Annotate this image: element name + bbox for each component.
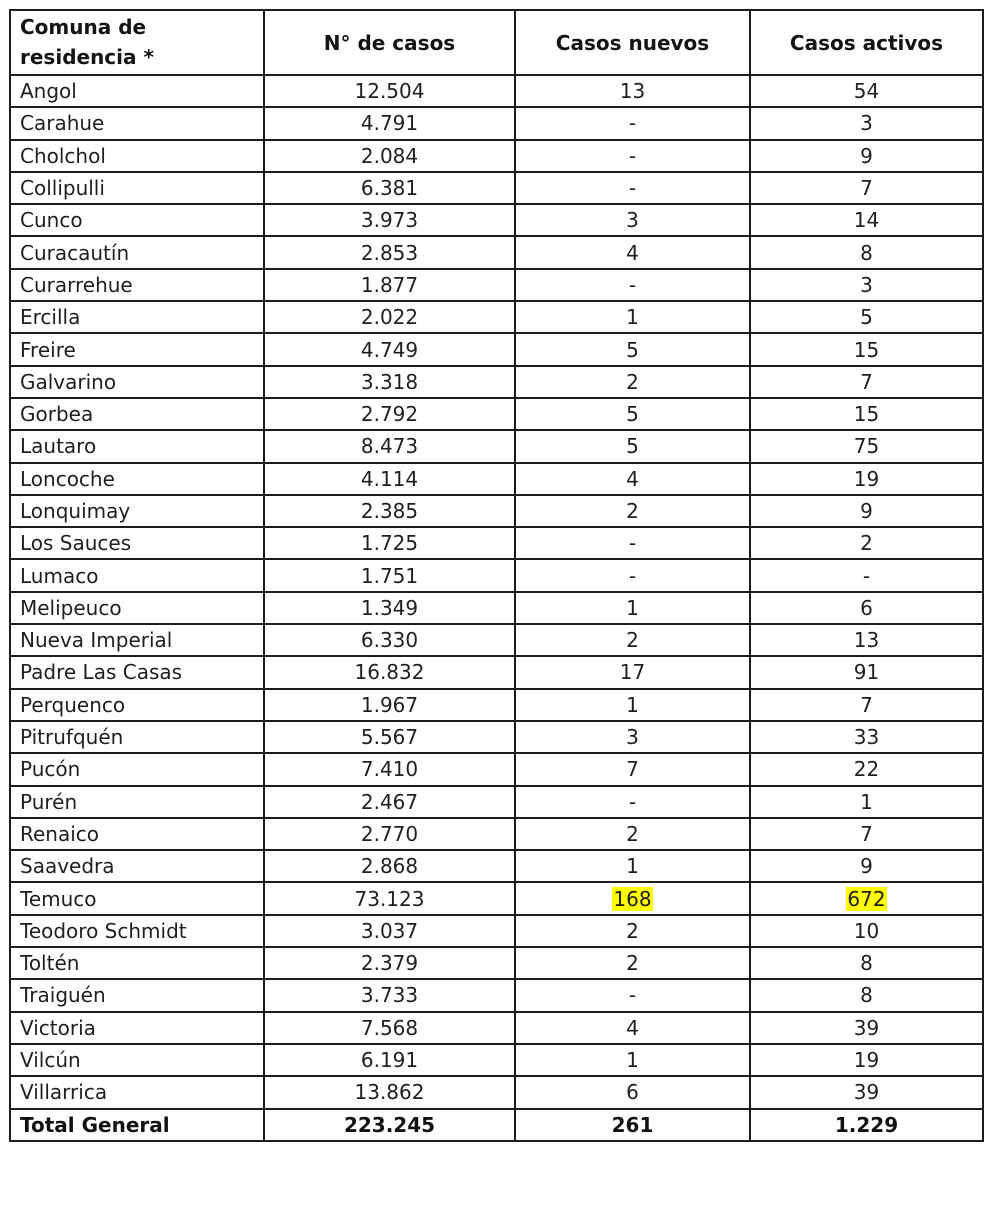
cell-casos-nuevos: 2 [515, 495, 750, 527]
table-body [10, 75, 983, 1141]
total-row [10, 1109, 983, 1141]
cell-casos-nuevos: 3 [515, 204, 750, 236]
cell-casos-activos: 19 [750, 1044, 983, 1076]
cell-casos-nuevos: 4 [515, 1012, 750, 1044]
header-row [10, 10, 983, 75]
cell-casos-nuevos: 1 [515, 850, 750, 882]
cell-casos: 12.504 [264, 75, 515, 107]
cell-casos: 1.751 [264, 559, 515, 591]
cell-casos-nuevos: 3 [515, 721, 750, 753]
cell-comuna: Villarrica [10, 1076, 264, 1108]
cell-casos-activos: 3 [750, 269, 983, 301]
covid-cases-by-comuna-table [9, 9, 984, 1142]
cell-casos-nuevos: 2 [515, 818, 750, 850]
table-row [10, 786, 983, 818]
table-row [10, 818, 983, 850]
table-row [10, 624, 983, 656]
header-casos-nuevos: Casos nuevos [515, 10, 750, 75]
cell-comuna: Padre Las Casas [10, 656, 264, 688]
cell-casos-nuevos: 2 [515, 915, 750, 947]
cell-casos: 2.868 [264, 850, 515, 882]
cell-casos-nuevos: - [515, 786, 750, 818]
table-row [10, 366, 983, 398]
cell-casos: 7.568 [264, 1012, 515, 1044]
table-row [10, 140, 983, 172]
cell-casos-nuevos: 2 [515, 624, 750, 656]
table-row [10, 1076, 983, 1108]
cell-comuna: Cunco [10, 204, 264, 236]
cell-comuna: Pitrufquén [10, 721, 264, 753]
cell-casos-activos: 9 [750, 495, 983, 527]
cell-casos: 2.022 [264, 301, 515, 333]
cell-casos-nuevos: 1 [515, 1044, 750, 1076]
cell-comuna: Freire [10, 333, 264, 365]
cell-comuna: Galvarino [10, 366, 264, 398]
cell-casos-activos: 22 [750, 753, 983, 785]
cell-casos: 1.877 [264, 269, 515, 301]
cell-comuna: Los Sauces [10, 527, 264, 559]
table-row [10, 463, 983, 495]
table-row [10, 430, 983, 462]
cell-casos-activos: 7 [750, 172, 983, 204]
cell-casos: 3.733 [264, 979, 515, 1011]
cell-casos-activos: 6 [750, 592, 983, 624]
table-row [10, 333, 983, 365]
cell-casos-activos: 8 [750, 236, 983, 268]
cell-casos: 16.832 [264, 656, 515, 688]
cell-casos-nuevos: 5 [515, 430, 750, 462]
cell-casos-nuevos: 17 [515, 656, 750, 688]
cell-comuna: Traiguén [10, 979, 264, 1011]
table-row [10, 527, 983, 559]
cell-casos: 73.123 [264, 882, 515, 914]
cell-comuna: Lonquimay [10, 495, 264, 527]
cell-casos: 2.792 [264, 398, 515, 430]
cell-casos-activos: 7 [750, 818, 983, 850]
cell-comuna: Pucón [10, 753, 264, 785]
cell-casos-activos: 15 [750, 398, 983, 430]
cell-casos-activos: 39 [750, 1076, 983, 1108]
cell-casos-nuevos: - [515, 269, 750, 301]
cell-comuna: Perquenco [10, 689, 264, 721]
cell-comuna: Loncoche [10, 463, 264, 495]
table-row [10, 75, 983, 107]
cell-comuna: Vilcún [10, 1044, 264, 1076]
total-casos: 223.245 [264, 1109, 515, 1141]
cell-casos-activos: 2 [750, 527, 983, 559]
cell-casos-nuevos: 2 [515, 947, 750, 979]
header-comuna: Comuna de residencia * [10, 10, 264, 75]
table-row [10, 107, 983, 139]
cell-casos-activos: - [750, 559, 983, 591]
table-row [10, 592, 983, 624]
table-row [10, 495, 983, 527]
cell-casos-nuevos: 1 [515, 301, 750, 333]
cell-casos-activos: 15 [750, 333, 983, 365]
cell-casos-nuevos: - [515, 107, 750, 139]
cell-comuna: Collipulli [10, 172, 264, 204]
cell-casos-nuevos: 4 [515, 236, 750, 268]
cell-casos-activos: 8 [750, 979, 983, 1011]
covid-cases-table-container [9, 9, 982, 1142]
cell-comuna: Cholchol [10, 140, 264, 172]
cell-comuna: Nueva Imperial [10, 624, 264, 656]
cell-casos-activos: 10 [750, 915, 983, 947]
cell-casos-nuevos: - [515, 172, 750, 204]
cell-casos: 2.467 [264, 786, 515, 818]
cell-casos: 3.973 [264, 204, 515, 236]
table-row [10, 204, 983, 236]
cell-comuna: Angol [10, 75, 264, 107]
table-row [10, 753, 983, 785]
cell-comuna: Temuco [10, 882, 264, 914]
table-row [10, 882, 983, 914]
table-row [10, 947, 983, 979]
cell-casos-nuevos: 13 [515, 75, 750, 107]
cell-casos: 4.749 [264, 333, 515, 365]
cell-casos: 2.379 [264, 947, 515, 979]
total-label: Total General [10, 1109, 264, 1141]
cell-casos-nuevos: 7 [515, 753, 750, 785]
cell-comuna: Ercilla [10, 301, 264, 333]
cell-casos-activos: 14 [750, 204, 983, 236]
table-row [10, 269, 983, 301]
cell-casos: 6.191 [264, 1044, 515, 1076]
cell-casos: 4.791 [264, 107, 515, 139]
cell-casos-activos: 7 [750, 366, 983, 398]
cell-casos-activos: 3 [750, 107, 983, 139]
cell-comuna: Curarrehue [10, 269, 264, 301]
cell-casos-nuevos: - [515, 559, 750, 591]
table-row [10, 850, 983, 882]
cell-comuna: Lautaro [10, 430, 264, 462]
cell-casos: 1.967 [264, 689, 515, 721]
table-row [10, 915, 983, 947]
cell-comuna: Purén [10, 786, 264, 818]
total-casos-activos: 1.229 [750, 1109, 983, 1141]
cell-casos-activos: 1 [750, 786, 983, 818]
cell-casos: 13.862 [264, 1076, 515, 1108]
cell-comuna: Lumaco [10, 559, 264, 591]
cell-casos: 2.770 [264, 818, 515, 850]
cell-casos-activos: 75 [750, 430, 983, 462]
cell-comuna: Toltén [10, 947, 264, 979]
table-row [10, 1044, 983, 1076]
table-row [10, 689, 983, 721]
cell-casos-nuevos: - [515, 140, 750, 172]
cell-casos-activos: 19 [750, 463, 983, 495]
table-header [10, 10, 983, 75]
cell-casos: 3.037 [264, 915, 515, 947]
cell-comuna: Curacautín [10, 236, 264, 268]
total-casos-nuevos: 261 [515, 1109, 750, 1141]
cell-casos-activos: 91 [750, 656, 983, 688]
cell-casos-nuevos: 5 [515, 333, 750, 365]
cell-comuna: Teodoro Schmidt [10, 915, 264, 947]
cell-casos-nuevos: 2 [515, 366, 750, 398]
cell-casos-activos [750, 882, 983, 914]
table-row [10, 1012, 983, 1044]
table-row [10, 236, 983, 268]
cell-casos-activos: 9 [750, 140, 983, 172]
cell-casos-activos: 8 [750, 947, 983, 979]
header-casos-activos: Casos activos [750, 10, 983, 75]
cell-comuna: Victoria [10, 1012, 264, 1044]
table-row [10, 398, 983, 430]
table-row [10, 721, 983, 753]
cell-casos-nuevos: 1 [515, 592, 750, 624]
cell-casos-nuevos: 5 [515, 398, 750, 430]
header-casos: N° de casos [264, 10, 515, 75]
cell-comuna: Renaico [10, 818, 264, 850]
cell-casos-nuevos: - [515, 979, 750, 1011]
cell-casos-nuevos: - [515, 527, 750, 559]
cell-casos: 6.381 [264, 172, 515, 204]
cell-comuna: Melipeuco [10, 592, 264, 624]
cell-casos-activos: 7 [750, 689, 983, 721]
cell-casos-activos: 13 [750, 624, 983, 656]
cell-comuna: Gorbea [10, 398, 264, 430]
cell-casos: 5.567 [264, 721, 515, 753]
table-row [10, 301, 983, 333]
cell-casos-activos: 39 [750, 1012, 983, 1044]
cell-casos-nuevos [515, 882, 750, 914]
cell-casos: 4.114 [264, 463, 515, 495]
cell-casos-activos: 5 [750, 301, 983, 333]
cell-casos-nuevos: 1 [515, 689, 750, 721]
cell-casos-activos: 9 [750, 850, 983, 882]
cell-casos: 8.473 [264, 430, 515, 462]
cell-casos-activos: 54 [750, 75, 983, 107]
cell-comuna: Carahue [10, 107, 264, 139]
cell-casos: 1.725 [264, 527, 515, 559]
cell-casos-activos: 33 [750, 721, 983, 753]
cell-casos: 2.084 [264, 140, 515, 172]
cell-casos: 7.410 [264, 753, 515, 785]
highlighted-value-activos: 672 [847, 886, 886, 911]
cell-comuna: Saavedra [10, 850, 264, 882]
table-row [10, 172, 983, 204]
table-row [10, 559, 983, 591]
cell-casos-nuevos: 6 [515, 1076, 750, 1108]
table-row [10, 979, 983, 1011]
cell-casos: 6.330 [264, 624, 515, 656]
cell-casos: 2.385 [264, 495, 515, 527]
cell-casos-nuevos: 4 [515, 463, 750, 495]
cell-casos: 1.349 [264, 592, 515, 624]
highlighted-value-nuevos: 168 [613, 886, 652, 911]
cell-casos: 2.853 [264, 236, 515, 268]
cell-casos: 3.318 [264, 366, 515, 398]
table-row [10, 656, 983, 688]
